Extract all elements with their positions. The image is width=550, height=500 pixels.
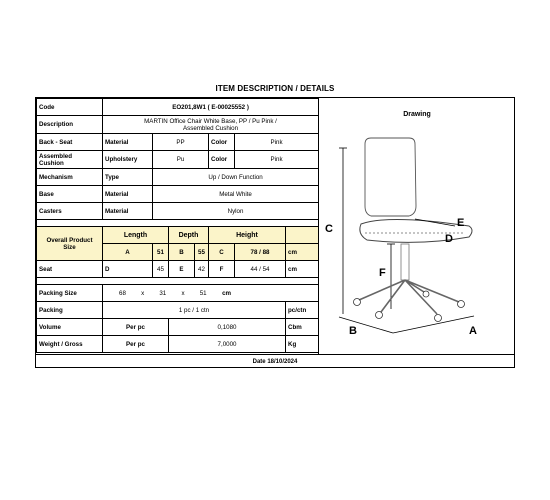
code-label: Code (37, 99, 103, 116)
packing-times-2: x (181, 289, 185, 297)
label-c: C (325, 223, 333, 235)
height-header: Height (209, 227, 286, 244)
packing-unit: pc/ctn (286, 302, 319, 319)
volume-unit: Cbm (286, 319, 319, 336)
seat-e-key: E (169, 261, 195, 278)
label-f: F (379, 267, 386, 279)
packing-width: 31 (159, 289, 167, 297)
overall-b-value: 55 (195, 244, 209, 261)
cushion-label-line-2: Cushion (39, 159, 64, 167)
row-packing (37, 302, 319, 319)
base-material-label: Material (103, 186, 153, 203)
row-gap-1 (37, 220, 319, 227)
caster-2 (376, 312, 383, 319)
cushion-label-line-1: Assembled (39, 152, 73, 160)
row-gap-2 (37, 278, 319, 285)
star-base (359, 280, 459, 314)
drawing-title: Drawing (403, 111, 431, 118)
back-seat-material: PP (153, 134, 209, 151)
label-e: E (457, 217, 465, 229)
caster-1 (354, 299, 361, 306)
row-casters (37, 203, 319, 220)
overall-size-line-2: Size (63, 243, 76, 251)
mechanism-type-label: Type (103, 169, 153, 186)
weight-unit: Kg (286, 336, 319, 353)
overall-unit: cm (286, 244, 319, 261)
mechanism-value: Up / Down Function (153, 169, 319, 186)
packing-size-unit: cm (222, 289, 232, 297)
cushion-color-label: Color (209, 151, 235, 169)
upholstery-value: Pu (153, 151, 209, 169)
packing-value: 1 pc / 1 ctn (103, 302, 286, 319)
cushion-label (37, 151, 103, 169)
row-code (37, 99, 319, 116)
back-seat-material-label: Material (103, 134, 153, 151)
overall-c-value: 78 / 88 (235, 244, 286, 261)
seat-label: Seat (37, 261, 103, 278)
label-a: A (469, 325, 477, 337)
overall-b-key: B (169, 244, 195, 261)
code-value: EO201,8W1 ( E-00025552 ) (103, 99, 319, 116)
length-header: Length (103, 227, 169, 244)
packing-length: 68 (119, 289, 126, 297)
overall-size-line-1: Overall Product (46, 236, 93, 244)
packing-label: Packing (37, 302, 103, 319)
weight-label: Weight / Gross (37, 336, 103, 353)
volume-per: Per pc (103, 319, 169, 336)
depth-header: Depth (169, 227, 209, 244)
weight-value: 7,0000 (169, 336, 286, 353)
base-label: Base (37, 186, 103, 203)
seat-f-key: F (209, 261, 235, 278)
overall-a-key: A (103, 244, 153, 261)
unit-header-empty (286, 227, 319, 244)
gas-lift (401, 244, 409, 280)
packing-times-1: x (141, 289, 145, 297)
page-title: ITEM DESCRIPTION / DETAILS (215, 84, 335, 93)
casters-material-label: Material (103, 203, 153, 220)
packing-height: 51 (199, 289, 207, 297)
volume-label: Volume (37, 319, 103, 336)
row-cushion (37, 151, 319, 169)
back-seat-color: Pink (235, 134, 319, 151)
seat-shape (360, 219, 472, 242)
description-line-1: MARTIN Office Chair White Base, PP / Pu Pink / (144, 117, 277, 125)
volume-value: 0,1080 (169, 319, 286, 336)
date-footer: Date 18/10/2024 (36, 354, 514, 369)
dim-line-a (393, 316, 474, 333)
row-dim-header (37, 227, 319, 244)
overall-a-value: 51 (153, 244, 169, 261)
backrest-shape (365, 138, 416, 216)
row-seat (37, 261, 319, 278)
drawing-panel (318, 98, 515, 354)
casters-label: Casters (37, 203, 103, 220)
row-weight (37, 336, 319, 353)
row-packing-size (37, 285, 319, 302)
row-volume (37, 319, 319, 336)
spec-table (36, 98, 319, 353)
casters-value: Nylon (153, 203, 319, 220)
seat-e-value: 42 (195, 261, 209, 278)
dim-line-b (339, 317, 393, 333)
caster-4 (458, 301, 465, 308)
chair-drawing (319, 134, 515, 339)
packing-size-value (103, 285, 319, 302)
row-mechanism (37, 169, 319, 186)
row-description (37, 116, 319, 134)
description-label: Description (37, 116, 103, 134)
upholstery-label: Upholstery (103, 151, 153, 169)
caster-5 (423, 291, 429, 297)
seat-f-value: 44 / 54 (235, 261, 286, 278)
label-b: B (349, 325, 357, 337)
overall-size-header (37, 227, 103, 261)
description-line-2: Assembled Cushion (183, 124, 239, 132)
row-back-seat (37, 134, 319, 151)
cushion-color: Pink (235, 151, 319, 169)
row-base (37, 186, 319, 203)
label-d: D (445, 233, 453, 245)
back-seat-color-label: Color (209, 134, 235, 151)
seat-d-key: D (103, 261, 153, 278)
description-value (103, 116, 319, 134)
spec-sheet (35, 97, 515, 368)
back-seat-label: Back - Seat (37, 134, 103, 151)
caster-3 (435, 315, 442, 322)
mechanism-label: Mechanism (37, 169, 103, 186)
overall-c-key: C (209, 244, 235, 261)
weight-per: Per pc (103, 336, 169, 353)
seat-d-value: 45 (153, 261, 169, 278)
base-value: Metal White (153, 186, 319, 203)
packing-size-label: Packing Size (37, 285, 103, 302)
seat-unit: cm (286, 261, 319, 278)
